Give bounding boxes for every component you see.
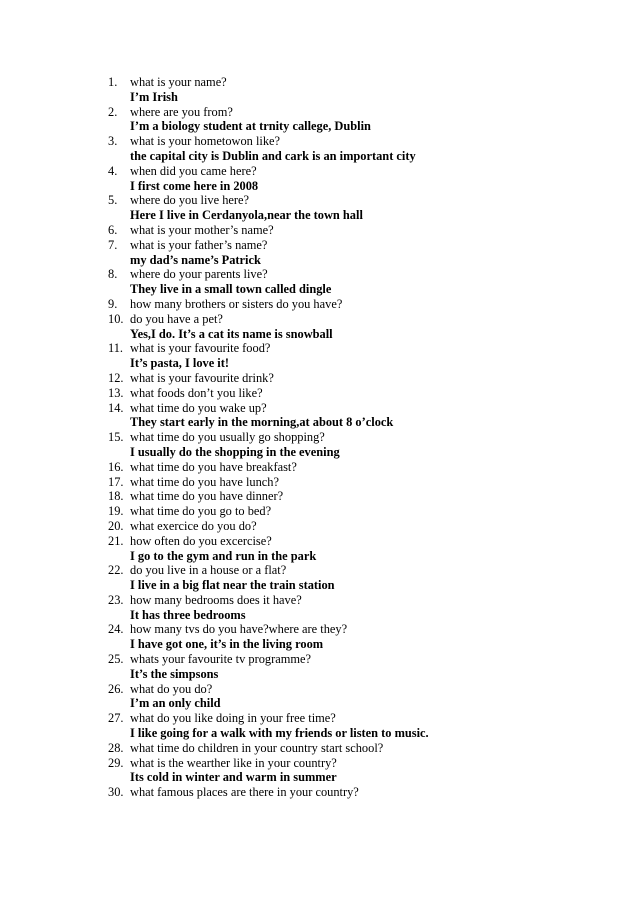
answer-text: I like going for a walk with my friends or listen to music.	[130, 726, 429, 741]
answer-text: my dad’s name’s Patrick	[130, 252, 261, 267]
question-line	[108, 341, 628, 356]
question-number: 5.	[108, 193, 118, 208]
question-text: what is your hometowon like?	[130, 134, 281, 149]
question-number: 14.	[108, 400, 124, 415]
question-number: 4.	[108, 163, 118, 178]
question-number: 22.	[108, 563, 124, 578]
question-line	[108, 622, 628, 637]
answer-text: They start early in the morning,at about 8 o’clock	[130, 415, 394, 430]
question-line	[108, 652, 628, 667]
question-line	[108, 756, 628, 771]
question-line	[108, 563, 628, 578]
answer-text: Yes,I do. It’s a cat its name is snowball	[130, 326, 333, 341]
question-line	[108, 312, 628, 327]
question-number: 6.	[108, 222, 118, 237]
question-line	[108, 475, 628, 490]
answer-text: I first come here in 2008	[130, 178, 259, 193]
answer-text: It’s the simpsons	[130, 666, 219, 681]
question-number: 20.	[108, 518, 124, 533]
question-number: 12.	[108, 370, 124, 385]
question-text: what time do children in your country start school?	[130, 740, 384, 755]
question-number: 24.	[108, 622, 124, 637]
question-line	[108, 741, 628, 756]
question-number: 29.	[108, 755, 124, 770]
question-text: how often do you excercise?	[130, 533, 272, 548]
question-number: 3.	[108, 134, 118, 149]
answer-text: I’m an only child	[130, 696, 221, 711]
question-number: 19.	[108, 504, 124, 519]
question-line	[108, 223, 628, 238]
question-number: 8.	[108, 267, 118, 282]
question-line	[108, 238, 628, 253]
question-text: what time do you have lunch?	[130, 474, 279, 489]
question-line	[108, 297, 628, 312]
question-line	[108, 460, 628, 475]
question-line	[108, 593, 628, 608]
question-list	[108, 75, 628, 800]
question-text: what famous places are there in your country?	[130, 785, 359, 800]
question-line	[108, 519, 628, 534]
question-text: what time do you have breakfast?	[130, 459, 297, 474]
answer-text: I’m Irish	[130, 89, 178, 104]
question-text: what is your favourite food?	[130, 341, 271, 356]
answer-text: I’m a biology student at trnity callege, Dublin	[130, 119, 371, 134]
question-line	[108, 75, 628, 90]
question-line	[108, 711, 628, 726]
question-line	[108, 164, 628, 179]
question-number: 18.	[108, 489, 124, 504]
question-text: whats your favourite tv programme?	[130, 652, 311, 667]
question-line	[108, 430, 628, 445]
question-text: how many tvs do you have?where are they?	[130, 622, 348, 637]
question-number: 7.	[108, 237, 118, 252]
question-text: what exercice do you do?	[130, 518, 257, 533]
question-number: 21.	[108, 533, 124, 548]
question-line	[108, 386, 628, 401]
question-text: what time do you have dinner?	[130, 489, 284, 504]
question-text: what do you do?	[130, 681, 213, 696]
answer-text: Here I live in Cerdanyola,near the town hall	[130, 208, 363, 223]
question-number: 16.	[108, 459, 124, 474]
question-text: what time do you wake up?	[130, 400, 267, 415]
question-line	[108, 534, 628, 549]
question-line	[108, 267, 628, 282]
question-text: how many bedrooms does it have?	[130, 592, 302, 607]
question-line	[108, 785, 628, 800]
question-number: 28.	[108, 740, 124, 755]
question-text: where do you live here?	[130, 193, 250, 208]
question-text: what time do you go to bed?	[130, 504, 272, 519]
question-text: do you live in a house or a flat?	[130, 563, 287, 578]
question-number: 17.	[108, 474, 124, 489]
answer-text: the capital city is Dublin and cark is an important city	[130, 148, 416, 163]
question-text: what is the wearther like in your country?	[130, 755, 337, 770]
question-number: 15.	[108, 430, 124, 445]
question-number: 13.	[108, 385, 124, 400]
answer-text: They live in a small town called dingle	[130, 282, 332, 297]
question-text: how many brothers or sisters do you have?	[130, 296, 343, 311]
question-text: where do your parents live?	[130, 267, 268, 282]
question-text: what time do you usually go shopping?	[130, 430, 325, 445]
question-line	[108, 504, 628, 519]
answer-text: Its cold in winter and warm in summer	[130, 770, 337, 785]
question-number: 26.	[108, 681, 124, 696]
question-number: 2.	[108, 104, 118, 119]
answer-text: I live in a big flat near the train station	[130, 578, 335, 593]
question-text: what is your favourite drink?	[130, 370, 274, 385]
question-text: what do you like doing in your free time?	[130, 711, 336, 726]
question-text: what is your name?	[130, 75, 227, 89]
answer-text: It’s pasta, I love it!	[130, 356, 230, 371]
question-text: where are you from?	[130, 104, 233, 119]
question-number: 25.	[108, 652, 124, 667]
answer-text: I have got one, it’s in the living room	[130, 637, 324, 652]
answer-text: I go to the gym and run in the park	[130, 548, 317, 563]
question-line	[108, 371, 628, 386]
question-number: 30.	[108, 785, 124, 800]
question-number: 1.	[108, 75, 118, 89]
question-line	[108, 193, 628, 208]
question-line	[108, 401, 628, 416]
question-line	[108, 682, 628, 697]
question-text: what is your father’s name?	[130, 237, 268, 252]
question-line	[108, 105, 628, 120]
question-number: 10.	[108, 311, 124, 326]
question-text: when did you came here?	[130, 163, 257, 178]
answer-text: I usually do the shopping in the evening	[130, 444, 340, 459]
question-number: 9.	[108, 296, 118, 311]
question-number: 11.	[108, 341, 124, 356]
question-text: what foods don’t you like?	[130, 385, 263, 400]
question-text: do you have a pet?	[130, 311, 223, 326]
question-number: 27.	[108, 711, 124, 726]
question-line	[108, 489, 628, 504]
question-text: what is your mother’s name?	[130, 222, 274, 237]
question-line	[108, 134, 628, 149]
question-number: 23.	[108, 592, 124, 607]
answer-text: It has three bedrooms	[130, 607, 246, 622]
